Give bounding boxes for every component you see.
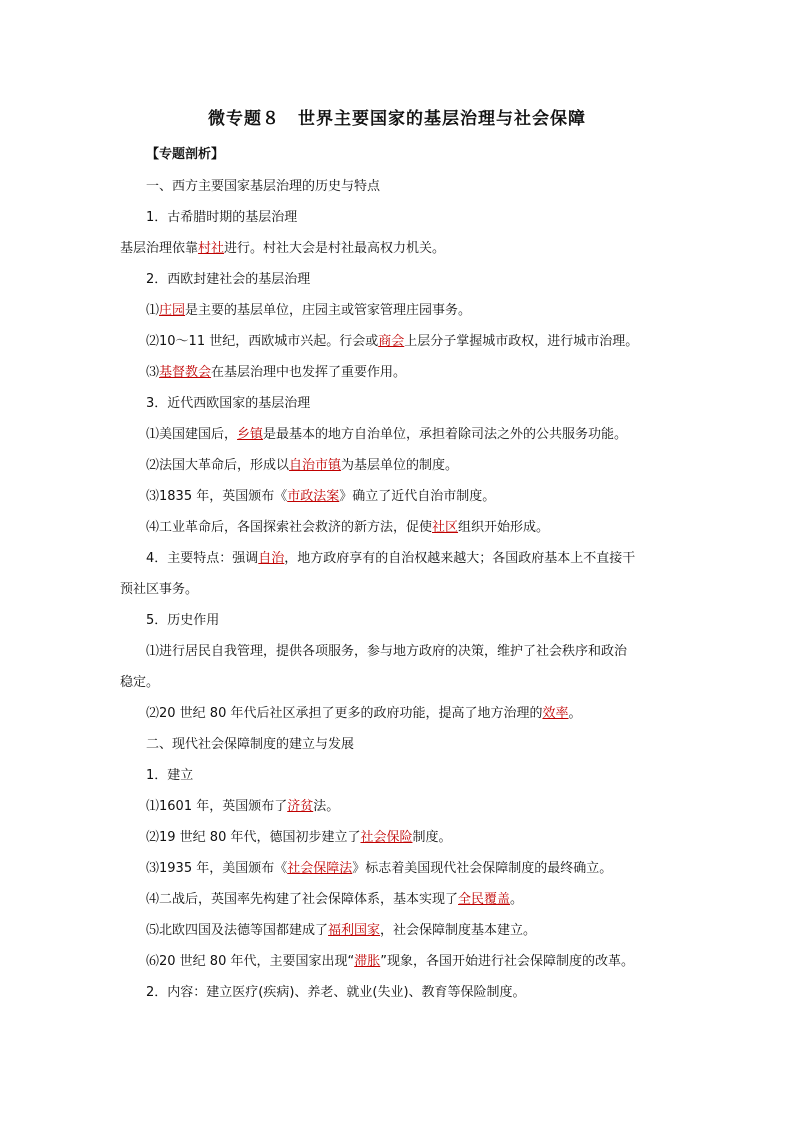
part2-s1-item3: ⑶1935 年，美国颁布《社会保障法》标志着美国现代社会保障制度的最终确立。 [146, 861, 613, 876]
keyword-highlight: 济贫 [287, 799, 314, 814]
part1-s3-item1: ⑴美国建国后，乡镇是最基本的地方自治单位，承担着除司法之外的公共服务功能。 [146, 427, 628, 442]
part2-s2-text: 2．内容：建立医疗(疾病)、养老、就业(失业)、教育等保险制度。 [146, 985, 526, 1000]
page-title: 微专题８ 世界主要国家的基层治理与社会保障 [208, 109, 586, 129]
part1-s1-heading: 1．古希腊时期的基层治理 [146, 210, 298, 225]
part2-s1-item6: ⑹20 世纪 80 年代，主要国家出现“滞胀”现象，各国开始进行社会保障制度的改革。 [146, 954, 634, 969]
keyword-highlight: 福利国家 [328, 923, 381, 938]
part1-s2-item1: ⑴庄园是主要的基层单位，庄园主或管家管理庄园事务。 [146, 303, 472, 318]
keyword-highlight: 全民覆盖 [458, 892, 511, 907]
part1-s2-item2: ⑵10～11 世纪，西欧城市兴起。行会或商会上层分子掌握城市政权，进行城市治理。 [146, 334, 639, 349]
keyword-highlight: 村社 [198, 241, 225, 256]
part1-s5-item1-continuation: 稳定。 [120, 675, 160, 690]
keyword-highlight: 滞胀 [354, 954, 381, 969]
section-heading: 【专题剖析】 [146, 147, 225, 162]
part2-s1-item5: ⑸北欧四国及法德等国都建成了福利国家，社会保障制度基本建立。 [146, 923, 537, 938]
part1-heading: 一、西方主要国家基层治理的历史与特点 [146, 179, 381, 194]
keyword-highlight: 社会保障法 [287, 861, 353, 876]
part1-s3-heading: 3．近代西欧国家的基层治理 [146, 396, 311, 411]
part1-s3-item2: ⑵法国大革命后，形成以自治市镇为基层单位的制度。 [146, 458, 459, 473]
part2-s1-heading: 1．建立 [146, 768, 194, 783]
keyword-highlight: 基督教会 [159, 365, 212, 380]
part1-s1-text: 基层治理依靠村社进行。村社大会是村社最高权力机关。 [120, 241, 446, 256]
keyword-highlight: 自治市镇 [289, 458, 342, 473]
part1-s2-heading: 2．西欧封建社会的基层治理 [146, 272, 311, 287]
part1-s2-item3: ⑶基督教会在基层治理中也发挥了重要作用。 [146, 365, 407, 380]
keyword-highlight: 乡镇 [237, 427, 264, 442]
part1-s3-item4: ⑷工业革命后，各国探索社会救济的新方法，促使社区组织开始形成。 [146, 520, 550, 535]
keyword-highlight: 庄园 [159, 303, 186, 318]
keyword-highlight: 自治 [258, 551, 285, 566]
keyword-highlight: 效率 [542, 706, 569, 721]
part2-s1-item2: ⑵19 世纪 80 年代，德国初步建立了社会保险制度。 [146, 830, 452, 845]
keyword-highlight: 市政法案 [287, 489, 340, 504]
keyword-highlight: 社会保险 [360, 830, 413, 845]
part2-heading: 二、现代社会保障制度的建立与发展 [146, 737, 355, 752]
part2-s1-item1: ⑴1601 年，英国颁布了济贫法。 [146, 799, 340, 814]
keyword-highlight: 商会 [378, 334, 405, 349]
part1-s5-item2: ⑵20 世纪 80 年代后社区承担了更多的政府功能，提高了地方治理的效率。 [146, 706, 582, 721]
part1-s4-text: 4．主要特点：强调自治，地方政府享有的自治权越来越大；各国政府基本上不直接干 [146, 551, 636, 566]
part1-s4-continuation: 预社区事务。 [120, 582, 199, 597]
part1-s5-item1: ⑴进行居民自我管理，提供各项服务，参与地方政府的决策，维护了社会秩序和政治 [146, 644, 628, 659]
part1-s5-heading: 5．历史作用 [146, 613, 220, 628]
keyword-highlight: 社区 [432, 520, 459, 535]
part2-s1-item4: ⑷二战后，英国率先构建了社会保障体系，基本实现了全民覆盖。 [146, 892, 524, 907]
part1-s3-item3: ⑶1835 年，英国颁布《市政法案》确立了近代自治市制度。 [146, 489, 496, 504]
